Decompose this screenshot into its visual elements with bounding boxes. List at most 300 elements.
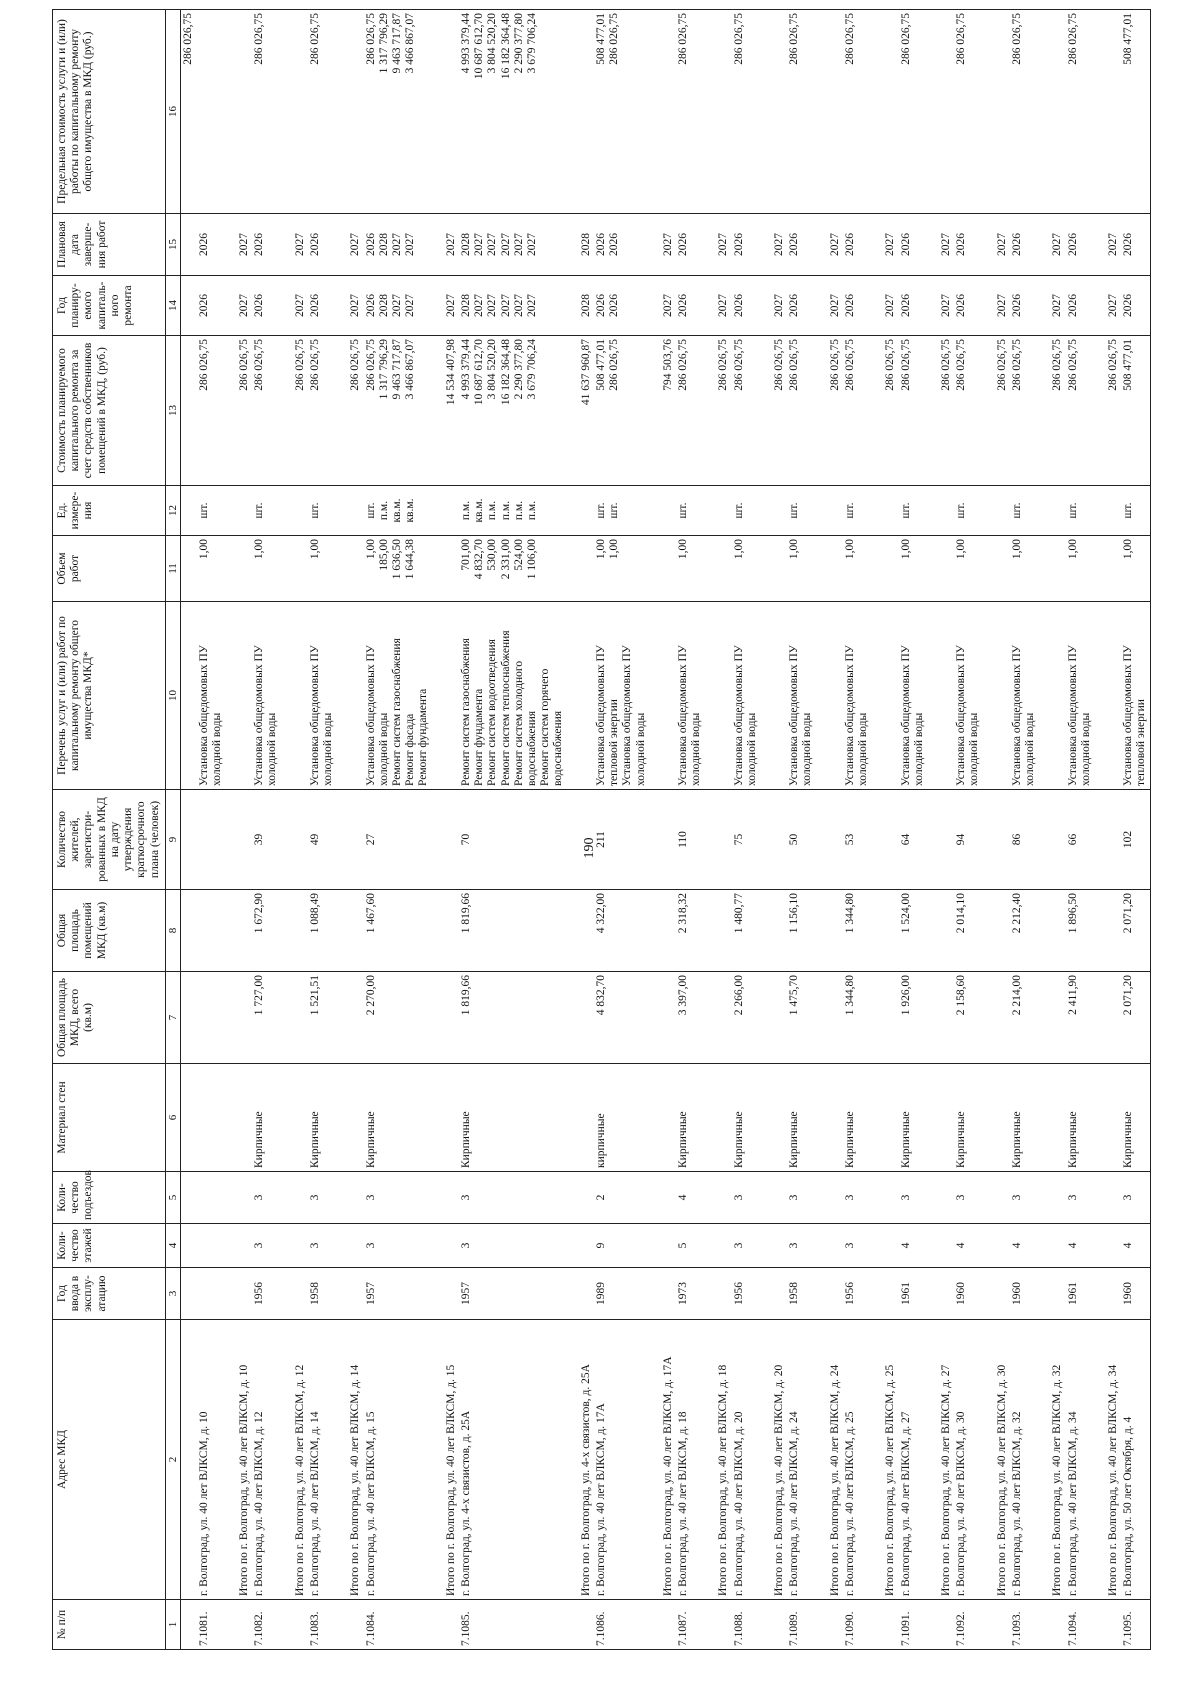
cell-col-residents <box>364 790 432 890</box>
cell-text: Кирпичные <box>1010 1111 1023 1168</box>
cell-text: 7.1092. <box>955 1611 968 1646</box>
cell-col-entrances <box>252 1172 280 1224</box>
empty-cell <box>983 1172 995 1224</box>
empty-cell <box>432 1600 444 1650</box>
cell-text: 286 026,75 <box>899 339 912 391</box>
empty-cell <box>567 214 579 276</box>
cell-col-volume <box>899 536 927 602</box>
cell-col-number <box>787 1600 815 1650</box>
cell-text: Установка общедомовых ПУ холодной воды <box>308 645 335 786</box>
cell-col-wall-material <box>293 1064 308 1172</box>
cell-text: 4 993 379,44 <box>459 13 472 74</box>
empty-cell <box>816 1268 828 1320</box>
cell-text: 75 <box>732 833 745 846</box>
cell-col-year <box>364 1268 432 1320</box>
cell-text: 286 026,75 <box>788 339 801 391</box>
cell-text: 2027 <box>995 233 1008 256</box>
cell-col-cost <box>843 336 871 486</box>
cell-text: 49 <box>308 833 321 846</box>
cell-text: 2026 <box>1010 294 1023 317</box>
cell-text: 2027 <box>1051 233 1064 256</box>
cell-col-completion-date <box>843 214 871 276</box>
cell-col-max-cost <box>444 10 459 214</box>
cell-col-wall-material <box>348 1064 363 1172</box>
cell-col-number <box>181 1600 197 1650</box>
cell-col-residents <box>293 790 308 890</box>
cell-col-premises-area <box>954 890 982 972</box>
empty-cell <box>704 1064 716 1172</box>
cell-col-premises-area <box>459 890 567 972</box>
empty-cell <box>760 214 772 276</box>
cell-col-floors <box>732 1224 760 1268</box>
table-row <box>843 10 871 1650</box>
cell-text: 2026 <box>788 233 801 256</box>
cell-col-cost <box>899 336 927 486</box>
cell-col-max-cost <box>939 10 954 214</box>
cell-col-works-list <box>732 602 760 790</box>
cell-text: п.м. <box>499 500 512 521</box>
cell-text: шт. <box>732 502 745 519</box>
empty-cell <box>649 486 661 536</box>
cell-col-completion-date <box>883 214 898 276</box>
cell-col-residents <box>883 790 898 890</box>
cell-col-floors <box>995 1224 1010 1268</box>
empty-cell <box>432 1268 444 1320</box>
cell-col-max-cost <box>1121 10 1150 214</box>
cell-col-works-list <box>995 602 1010 790</box>
cell-text: 3 <box>253 1242 266 1249</box>
cell-text: 86 <box>1010 833 1023 846</box>
cell-col-number <box>197 1600 225 1650</box>
cell-col-max-cost <box>1050 10 1065 214</box>
cell-col-unit <box>197 486 225 536</box>
cell-col-number <box>1121 1600 1150 1650</box>
cell-col-number <box>252 1600 280 1650</box>
cell-col-entrances <box>883 1172 898 1224</box>
cell-col-repair-year <box>883 276 898 336</box>
cell-text: 286 026,75 <box>1051 339 1064 391</box>
cell-col-completion-date <box>1050 214 1065 276</box>
cell-text: 1958 <box>788 1282 801 1305</box>
cell-text: 2028 <box>459 233 472 256</box>
cell-text: 508 477,01 <box>594 13 607 65</box>
cell-text: шт. <box>676 502 689 519</box>
cell-col-volume <box>364 536 432 602</box>
cell-col-repair-year <box>772 276 787 336</box>
total-row <box>1050 10 1065 1650</box>
cell-text: Установка общедомовых ПУ тепловой энергии <box>594 645 621 786</box>
column-number: 12 <box>165 486 181 536</box>
cell-text: 1 521,51 <box>308 975 321 1016</box>
total-row <box>716 10 731 1650</box>
cell-text: 2027 <box>773 294 786 317</box>
empty-cell <box>225 602 237 790</box>
cell-col-repair-year <box>444 276 459 336</box>
empty-cell <box>927 214 939 276</box>
cell-col-residents <box>995 790 1010 890</box>
cell-col-unit <box>459 486 567 536</box>
cell-text: Кирпичные <box>899 1111 912 1168</box>
cell-text: 2026 <box>676 233 689 256</box>
cell-text: 1 156,10 <box>788 893 801 934</box>
cell-col-completion-date <box>348 214 363 276</box>
cell-col-completion-date <box>594 214 649 276</box>
cell-col-residents <box>843 790 871 890</box>
empty-cell <box>871 1268 883 1320</box>
cell-text: 3 679 706,24 <box>525 339 538 400</box>
empty-cell <box>871 890 883 972</box>
cell-col-wall-material <box>716 1064 731 1172</box>
rotated-document <box>52 10 1182 1650</box>
cell-text: Кирпичные <box>1066 1111 1079 1168</box>
cell-col-volume <box>1010 536 1038 602</box>
cell-col-number <box>939 1600 954 1650</box>
cell-text: 2027 <box>444 294 457 317</box>
cell-col-number <box>308 1600 336 1650</box>
cell-col-completion-date <box>1066 214 1094 276</box>
cell-col-works-list <box>1050 602 1065 790</box>
cell-text: 1,00 <box>253 539 266 560</box>
cell-text: 2026 <box>364 233 377 256</box>
cell-col-max-cost <box>883 10 898 214</box>
cell-text: 7.1081. <box>197 1611 210 1646</box>
cell-col-year <box>772 1268 787 1320</box>
cell-text: 3 <box>308 1242 321 1249</box>
cell-text: 3 <box>788 1194 801 1201</box>
cell-col-unit <box>843 486 871 536</box>
cell-text: Итого по г. Волгоград, ул. 40 лет ВЛКСМ, д. 14 <box>349 1364 362 1596</box>
cell-col-entrances <box>1066 1172 1094 1224</box>
cell-col-volume <box>308 536 336 602</box>
empty-cell <box>1094 890 1106 972</box>
empty-cell <box>567 1064 579 1172</box>
cell-col-repair-year <box>995 276 1010 336</box>
empty-cell <box>704 536 716 602</box>
cell-col-premises-area <box>348 890 363 972</box>
cell-text: Итого по г. Волгоград, ул. 40 лет ВЛКСМ, д. 24 <box>828 1364 841 1596</box>
cell-col-unit <box>1121 486 1150 536</box>
cell-col-cost <box>954 336 982 486</box>
cell-col-total-area <box>1066 972 1094 1064</box>
cell-col-volume <box>883 536 898 602</box>
cell-col-max-cost <box>308 10 336 214</box>
empty-cell <box>816 276 828 336</box>
cell-text: 286 026,75 <box>955 339 968 391</box>
cell-col-residents <box>444 790 459 890</box>
cell-text: 2026 <box>197 233 210 256</box>
cell-col-wall-material <box>843 1064 871 1172</box>
cell-text: 524,00 <box>512 539 525 571</box>
column-number: 11 <box>165 536 181 602</box>
empty-cell <box>225 10 237 214</box>
cell-text: 1 480,77 <box>732 893 745 934</box>
empty-cell <box>567 336 579 486</box>
cell-col-wall-material <box>594 1064 649 1172</box>
cell-col-completion-date <box>459 214 567 276</box>
empty-cell <box>432 1172 444 1224</box>
cell-col-wall-material <box>444 1064 459 1172</box>
empty-cell <box>760 1064 772 1172</box>
cell-col-repair-year <box>308 276 336 336</box>
cell-col-entrances <box>237 1172 252 1224</box>
cell-col-works-list <box>1066 602 1094 790</box>
cell-col-address <box>787 1320 815 1600</box>
cell-col-unit <box>579 486 594 536</box>
cell-text: 2027 <box>940 233 953 256</box>
empty-cell <box>649 276 661 336</box>
cell-col-cost <box>252 336 280 486</box>
empty-cell <box>649 790 661 890</box>
cell-text: 7.1088. <box>732 1611 745 1646</box>
cell-col-address <box>676 1320 704 1600</box>
empty-cell <box>1094 602 1106 790</box>
cell-col-total-area <box>939 972 954 1064</box>
cell-col-max-cost <box>364 10 432 214</box>
total-row <box>772 10 787 1650</box>
empty-cell <box>649 10 661 214</box>
cell-text: 1,00 <box>608 539 621 560</box>
cell-text: 2027 <box>293 294 306 317</box>
cell-col-floors <box>364 1224 432 1268</box>
spacer-row <box>1038 10 1050 1650</box>
cell-text: Ремонт фундамента <box>417 688 430 786</box>
cell-text: 1 644,38 <box>404 539 417 580</box>
cell-col-wall-material <box>252 1064 280 1172</box>
cell-text: шт. <box>843 502 856 519</box>
cell-col-completion-date <box>364 214 432 276</box>
empty-cell <box>336 1268 348 1320</box>
empty-cell <box>816 890 828 972</box>
spacer-row <box>927 10 939 1650</box>
cell-text: 3 466 867,07 <box>404 339 417 400</box>
cell-text: Ремонт систем водоотведения <box>486 639 499 786</box>
cell-text: Ремонт фундамента <box>473 688 486 786</box>
column-number: 13 <box>165 336 181 486</box>
cell-text: 2028 <box>377 233 390 256</box>
cell-col-entrances <box>954 1172 982 1224</box>
empty-cell <box>1038 1172 1050 1224</box>
cell-text: 2027 <box>1106 233 1119 256</box>
cell-text: 1956 <box>732 1282 745 1305</box>
cell-col-repair-year <box>1050 276 1065 336</box>
cell-text: 1 819,66 <box>459 975 472 1016</box>
cell-text: 2026 <box>364 294 377 317</box>
cell-text: 4 832,70 <box>594 975 607 1016</box>
cell-text: Установка общедомовых ПУ тепловой энергии <box>1122 645 1148 786</box>
cell-text: Итого по г. Волгоград, ул. 40 лет ВЛКСМ, д. 30 <box>995 1364 1008 1596</box>
cell-text: 286 026,75 <box>197 339 210 391</box>
cell-col-premises-area <box>716 890 731 972</box>
cell-text: 4 993 379,44 <box>459 339 472 400</box>
cell-col-wall-material <box>1066 1064 1094 1172</box>
cell-text: 2026 <box>732 294 745 317</box>
cell-col-entrances <box>348 1172 363 1224</box>
empty-cell <box>704 276 716 336</box>
empty-cell <box>432 10 444 214</box>
empty-cell <box>816 486 828 536</box>
cell-col-number <box>883 1600 898 1650</box>
cell-text: 1961 <box>1066 1282 1079 1305</box>
cell-col-entrances <box>459 1172 567 1224</box>
cell-col-floors <box>348 1224 363 1268</box>
cell-text: 3 <box>1010 1194 1023 1201</box>
empty-cell <box>336 336 348 486</box>
cell-text: 1,00 <box>364 539 377 560</box>
cell-text: г. Волгоград, ул. 4-х связистов, д. 25А <box>459 1410 472 1596</box>
empty-cell <box>432 1064 444 1172</box>
cell-col-unit <box>444 486 459 536</box>
cell-text: 2027 <box>391 294 404 317</box>
cell-text: 2 318,32 <box>676 893 689 934</box>
empty-cell <box>336 890 348 972</box>
cell-text: 7.1085. <box>459 1611 472 1646</box>
column-number: 14 <box>165 276 181 336</box>
cell-col-floors <box>459 1224 567 1268</box>
cell-col-completion-date <box>661 214 676 276</box>
cell-col-cost <box>716 336 731 486</box>
empty-cell <box>432 214 444 276</box>
cell-text: Установка общедомовых ПУ холодной воды <box>253 645 279 786</box>
cell-text: 64 <box>899 833 912 846</box>
cell-col-unit <box>732 486 760 536</box>
cell-text: 286 026,75 <box>608 13 621 65</box>
empty-cell <box>1038 486 1050 536</box>
cell-text: шт. <box>788 502 801 519</box>
cell-text: 7.1093. <box>1010 1611 1023 1646</box>
cell-text: 9 463 717,87 <box>391 13 404 74</box>
empty-cell <box>649 1224 661 1268</box>
cell-text: Ремонт систем газоснабжения <box>391 638 404 786</box>
cell-text: 2027 <box>512 233 525 256</box>
column-number: 1 <box>165 1600 181 1650</box>
cell-col-works-list <box>594 602 649 790</box>
cell-text: 2027 <box>525 233 538 256</box>
cell-col-total-area <box>772 972 787 1064</box>
cell-col-wall-material <box>787 1064 815 1172</box>
cell-col-volume <box>444 536 459 602</box>
cell-text: 1 317 796,29 <box>377 13 390 74</box>
cell-col-repair-year <box>459 276 567 336</box>
cell-text: 2026 <box>594 294 607 317</box>
empty-cell <box>983 536 995 602</box>
cell-text: 3 <box>459 1242 472 1249</box>
empty-cell <box>1094 10 1106 214</box>
total-row <box>939 10 954 1650</box>
column-number: 3 <box>165 1268 181 1320</box>
cell-col-completion-date <box>1106 214 1121 276</box>
cell-col-residents <box>1066 790 1094 890</box>
cell-col-wall-material <box>676 1064 704 1172</box>
cell-col-volume <box>181 536 197 602</box>
cell-text: 2 071,20 <box>1122 975 1135 1016</box>
cell-col-premises-area <box>1010 890 1038 972</box>
header-col-cost: Стоимость планируемого капитального ремонта за счет средств собственников помещений в МКД, (руб.) <box>53 336 166 486</box>
cell-text: п.м. <box>459 500 472 521</box>
cell-text: 3 <box>364 1242 377 1249</box>
cell-col-volume <box>459 536 567 602</box>
cell-col-works-list <box>237 602 252 790</box>
cell-text: 1957 <box>459 1282 472 1305</box>
cell-text: 2027 <box>828 294 841 317</box>
cell-col-year <box>293 1268 308 1320</box>
cell-text: 1,00 <box>1010 539 1023 560</box>
cell-col-wall-material <box>772 1064 787 1172</box>
cell-text: 1,00 <box>308 539 321 560</box>
cell-text: 1 896,50 <box>1066 893 1079 934</box>
cell-col-year <box>716 1268 731 1320</box>
empty-cell <box>927 1268 939 1320</box>
cell-text: Итого по г. Волгоград, ул. 40 лет ВЛКСМ, д. 12 <box>293 1364 306 1596</box>
cell-text: 2026 <box>1066 233 1079 256</box>
cell-col-year <box>594 1268 649 1320</box>
empty-cell <box>1038 536 1050 602</box>
cell-col-volume <box>348 536 363 602</box>
cell-text: г. Волгоград, ул. 40 лет ВЛКСМ, д. 32 <box>1010 1411 1023 1596</box>
cell-col-number <box>828 1600 843 1650</box>
cell-text: 50 <box>788 833 801 846</box>
cell-text: 286 026,75 <box>1106 339 1119 391</box>
cell-text: 286 026,75 <box>253 13 266 65</box>
cell-col-total-area <box>843 972 871 1064</box>
empty-cell <box>760 536 772 602</box>
empty-cell <box>927 790 939 890</box>
empty-cell <box>225 1172 237 1224</box>
column-number: 4 <box>165 1224 181 1268</box>
cell-text: 1 475,70 <box>788 975 801 1016</box>
empty-cell <box>225 790 237 890</box>
cell-col-works-list <box>579 602 594 790</box>
spacer-row <box>432 10 444 1650</box>
cell-col-repair-year <box>348 276 363 336</box>
cell-col-cost <box>197 336 225 486</box>
cell-col-number <box>579 1600 594 1650</box>
empty-cell <box>927 276 939 336</box>
empty-cell <box>281 536 293 602</box>
cell-col-floors <box>772 1224 787 1268</box>
empty-cell <box>225 276 237 336</box>
cell-text: 1957 <box>364 1282 377 1305</box>
empty-cell <box>760 276 772 336</box>
cell-text: 2 270,00 <box>364 975 377 1016</box>
cell-col-residents <box>308 790 336 890</box>
header-col-residents: Количество жителей, зарегистри-рованных в МКД на дату утверждения краткосрочного плана (человек) <box>53 790 166 890</box>
cell-col-repair-year <box>899 276 927 336</box>
empty-cell <box>336 790 348 890</box>
cell-col-residents <box>237 790 252 890</box>
cell-col-year <box>308 1268 336 1320</box>
cell-text: 3 <box>308 1194 321 1201</box>
cell-col-unit <box>1106 486 1121 536</box>
empty-cell <box>816 536 828 602</box>
empty-cell <box>225 486 237 536</box>
cell-col-completion-date <box>828 214 843 276</box>
cell-col-year <box>348 1268 363 1320</box>
cell-text: 2027 <box>884 233 897 256</box>
cell-text: 4 832,70 <box>473 539 486 580</box>
cell-col-completion-date <box>732 214 760 276</box>
cell-col-works-list <box>444 602 459 790</box>
empty-cell <box>432 790 444 890</box>
cell-col-floors <box>787 1224 815 1268</box>
cell-text: Установка общедомовых ПУ холодной воды <box>1066 645 1092 786</box>
cell-text: 2026 <box>843 233 856 256</box>
cell-col-wall-material <box>459 1064 567 1172</box>
cell-col-year <box>1121 1268 1150 1320</box>
empty-cell <box>225 1268 237 1320</box>
cell-col-number <box>954 1600 982 1650</box>
empty-cell <box>816 336 828 486</box>
cell-col-address <box>181 1320 197 1600</box>
